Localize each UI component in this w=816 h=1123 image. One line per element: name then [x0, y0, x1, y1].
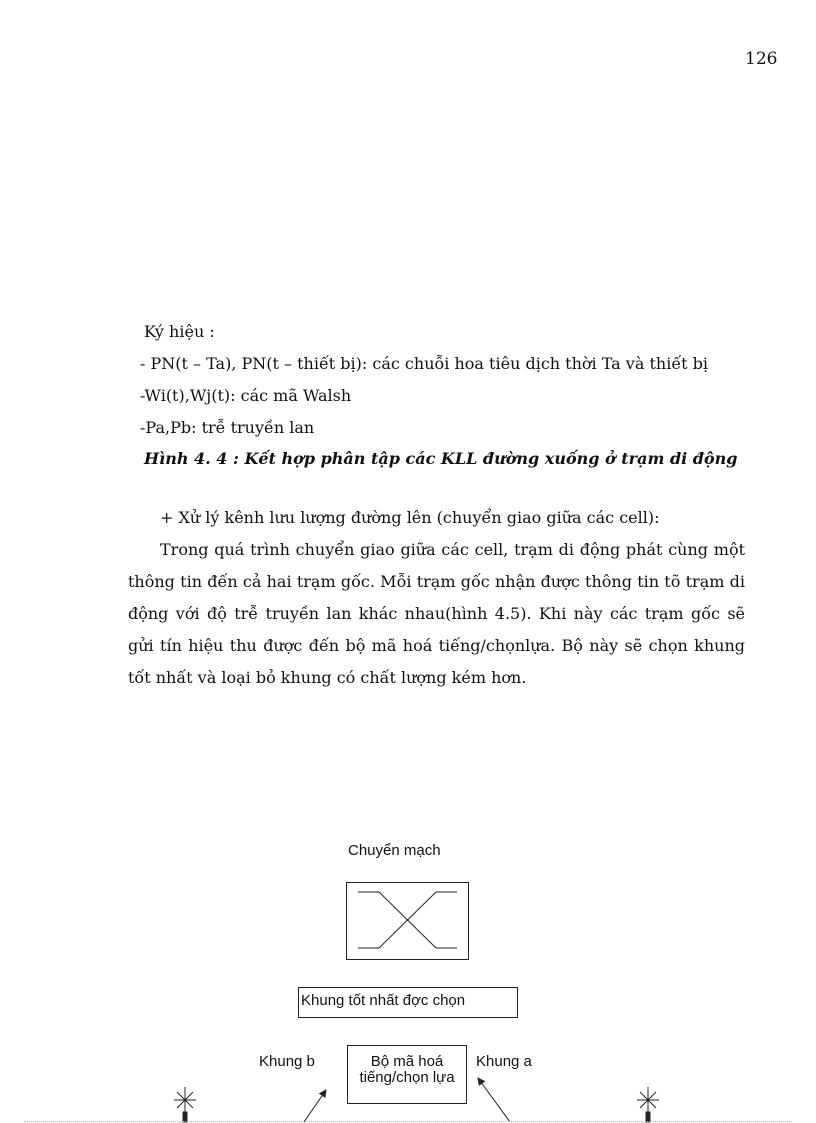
page-number: 126 — [745, 49, 778, 69]
frame-b-label: Khung b — [259, 1053, 315, 1070]
frame-a-arrow — [478, 1078, 510, 1122]
legend-item-delay: -Pa,Pb: trễ truyền lan — [140, 418, 315, 437]
switch-label: Chuyển mạch — [348, 842, 441, 859]
vocoder-label-line2: tiếng/chọn lựa — [359, 1069, 455, 1086]
paragraph-line: động với độ trễ truyền lan khác nhau(hình 4.5). Khi này các trạm gốc sẽ — [128, 604, 745, 623]
vocoder-label-line1: Bộ mã hoá — [370, 1053, 444, 1070]
best-frame-label: Khung tốt nhất đợc chọn — [301, 992, 466, 1009]
paragraph-line: tốt nhất và loại bỏ khung có chất lượng kém hơn. — [128, 668, 527, 687]
legend-title: Ký hiệu : — [144, 322, 215, 341]
paragraph-line: thông tin đến cả hai trạm gốc. Mỗi trạm gốc nhận được thông tin tõ trạm di — [128, 572, 745, 591]
legend-item-walsh: -Wi(t),Wj(t): các mã Walsh — [140, 386, 352, 405]
page-bottom-rule — [24, 1121, 792, 1122]
frame-b-arrow — [304, 1090, 326, 1122]
paragraph-line: gửi tín hiệu thu được đến bộ mã hoá tiếng/chọnlựa. Bộ này sẽ chọn khung — [128, 636, 745, 655]
switch-cross-icon — [358, 892, 457, 948]
section-heading: + Xử lý kênh lưu lượng đường lên (chuyển giao giữa các cell): — [160, 508, 660, 527]
paragraph-line: Trong quá trình chuyển giao giữa các cell, trạm di động phát cùng một — [160, 540, 745, 559]
figure-caption: Hình 4. 4 : Kết hợp phân tập các KLL đường xuống ở trạm di động — [144, 449, 738, 468]
legend-item-pn: - PN(t – Ta), PN(t – thiết bị): các chuỗi hoa tiêu dịch thời Ta và thiết bị — [140, 354, 709, 373]
frame-a-label: Khung a — [476, 1053, 532, 1070]
base-station-antenna-icon — [637, 1087, 659, 1122]
base-station-antenna-icon — [174, 1087, 196, 1122]
